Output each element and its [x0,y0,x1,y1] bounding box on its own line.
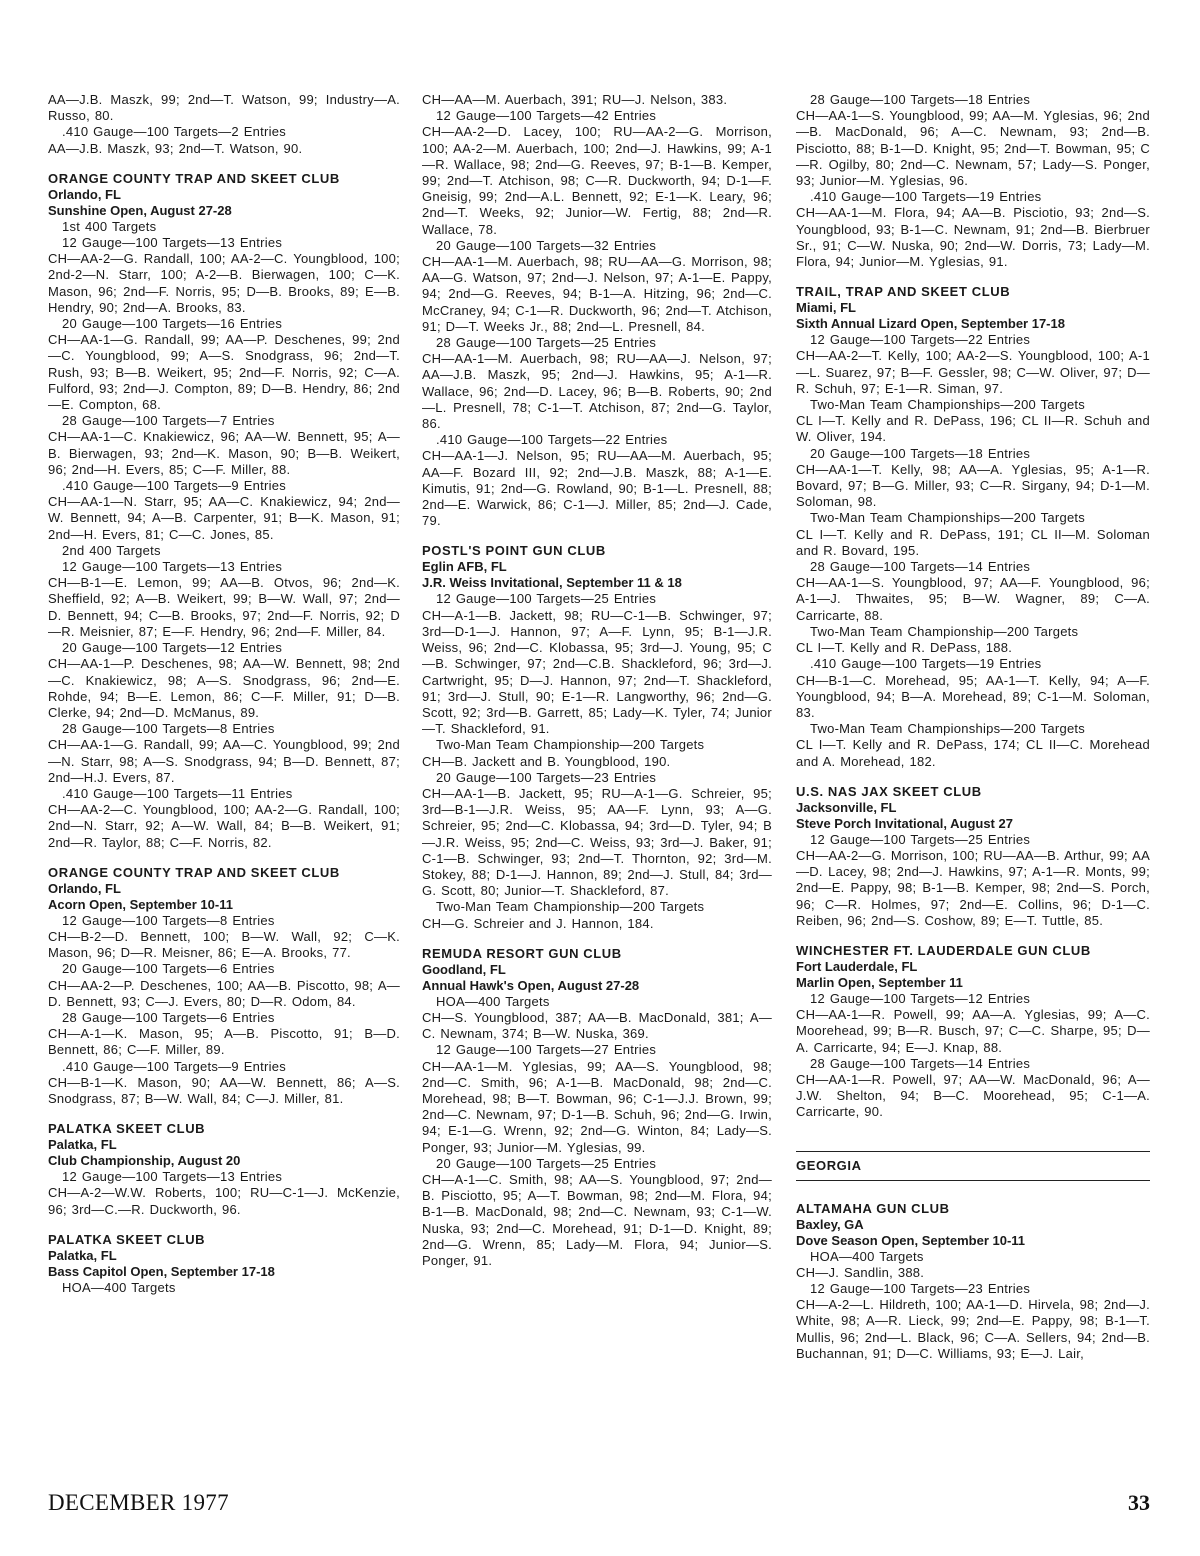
event-subheading: 20 Gauge—100 Targets—32 Entries [436,237,657,253]
club-name: REMUDA RESORT GUN CLUB [422,945,622,961]
event-subheading: Two-Man Team Championship—200 Targets [810,623,1079,639]
results-text: CH—AA-2—D. Lacey, 100; RU—AA-2—G. Morrison, 100; AA-2—M. Auerbach, 100; 2nd—J. Hawkins, 99; A-1—R. Wallace, 98; 2nd—G. Reeves, 97; B-1—B. Kemper, 99; 2nd—T. Atchison, 98; C—R. Duckworth, 94; D-1—F. Gneisig, 99; 2nd—A.L. Bennett, 92; E-1—K. Leary, 96; 2nd—T. Weeks, 92; Junior—W. Fertig, 88; 2nd—R. Wallace, 78. [422,124,772,237]
club-name: ALTAMAHA GUN CLUB [796,1200,950,1216]
event-subheading: 12 Gauge—100 Targets—22 Entries [810,332,1031,348]
results-text: CH—S. Youngblood, 387; AA—B. MacDonald, 381; A—C. Newnam, 374; B—W. Nuska, 369. [422,1009,772,1042]
club-report [48,865,400,1107]
results-text: CH—A-2—L. Hildreth, 100; AA-1—D. Hirvela, 98; 2nd—J. White, 98; A—R. Lieck, 99; 2nd—E. Pappy, 98; B-1—T. Mullis, 96; 2nd—L. Black, 96; C—A. Sellers, 94; 2nd—B. Buchannan, 91; D—C. Williams, 93; E—J. Lair, [796,1297,1150,1361]
results-text: CH—AA-1—G. Randall, 99; AA—C. Youngblood, 99; 2nd—N. Starr, 98; A—S. Snodgrass, 94; B—D. Bennett, 87; 2nd—H.J. Evers, 87. [48,737,400,785]
event-subheading: HOA—400 Targets [62,1279,176,1295]
club-name: PALATKA SKEET CLUB [48,1121,206,1137]
event-subheading: HOA—400 Targets [810,1248,924,1264]
event-title: Sunshine Open, August 27-28 [48,202,232,218]
event-subheading: .410 Gauge—100 Targets—9 Entries [62,1058,286,1074]
results-text: CH—AA-2—G. Morrison, 100; RU—AA—B. Arthur, 99; AA—D. Lacey, 98; 2nd—J. Hawkins, 97; A-1—R. Monts, 99; 2nd—E. Pappy, 98; B-1—B. Kemper, 98; 2nd—S. Porch, 96; C—R. Holmes, 97; 2nd—E. Collins, 96; D-1—C. Reiben, 96; 2nd—S. Coshow, 89; E—T. Tuttle, 85. [796,847,1150,928]
results-text: CH—AA-1—M. Yglesias, 99; AA—S. Youngblood, 98; 2nd—C. Smith, 96; A-1—B. MacDonald, 98; 2nd—C. Morehead, 98; B—T. Bowman, 96; C-1—J.J. Brown, 99; 2nd—C. Newnam, 97; D-1—B. Schuh, 96; 2nd—G. Irwin, 94; E-1—G. Wrenn, 92; 2nd—G. Winton, 84; Lady—S. Ponger, 93; Junior—M. Yglesias, 99. [422,1058,772,1155]
event-subheading: 12 Gauge—100 Targets—23 Entries [810,1280,1031,1296]
club-location: Orlando, FL [48,880,121,896]
divider [796,1180,1150,1181]
issue-date: DECEMBER 1977 [48,1490,229,1515]
event-subheading: Two-Man Team Championships—200 Targets [810,721,1086,737]
results-text: CH—AA-1—S. Youngblood, 99; AA—M. Yglesias, 96; 2nd—B. MacDonald, 96; A—C. Newnam, 93; 2nd—B. Pisciotto, 88; B-1—D. Knight, 95; 2nd—T. Bowman, 95; C—R. Ogilby, 80; 2nd—C. Newnam, 57; Lady—S. Ponger, 93; Junior—M. Yglesias, 96. [796,108,1150,189]
event-subheading: 28 Gauge—100 Targets—7 Entries [62,413,275,429]
state-heading: GEORGIA [796,1157,862,1173]
results-text: CH—AA-1—R. Powell, 99; AA—A. Yglesias, 99; A—C. Moorehead, 99; B—R. Busch, 97; C—C. Sharpe, 95; D—A. Carricarte, 94; E—J. Knap, 88. [796,1007,1150,1055]
results-text: CH—A-1—C. Smith, 98; AA—S. Youngblood, 97; 2nd—B. Pisciotto, 95; A—T. Bowman, 98; 2nd—M. Flora, 94; B-1—B. MacDonald, 98; 2nd—C. Newnam, 93; C-1—W. Nuska, 93; 2nd—C. Morehead, 91; D-1—D. Knight, 89; 2nd—G. Wrenn, 85; Lady—M. Flora, 94; Junior—S. Ponger, 91. [422,1171,772,1268]
column-3 [796,92,1150,1376]
results-text: CH—B-1—K. Mason, 90; AA—W. Bennett, 86; A—S. Snodgrass, 87; B—W. Wall, 84; C—J. Miller, 81. [48,1074,400,1106]
results-text: CH—AA-1—M. Flora, 94; AA—B. Pisciotio, 93; 2nd—S. Youngblood, 93; B-1—C. Newnam, 91; 2nd—B. Bierbruer Sr., 91; C—W. Nuska, 90; 2nd—W. Dorris, 73; Lady—M. Flora, 94; Junior—M. Yglesias, 91. [796,205,1150,270]
club-report [796,284,1150,769]
club-name: TRAIL, TRAP AND SKEET CLUB [796,284,1011,300]
results-text: CH—AA-1—S. Youngblood, 97; AA—F. Youngblood, 96; A-1—J. Thwaites, 95; B—W. Wagner, 89; C—A. Carricarte, 88. [796,575,1150,623]
club-location: Palatka, FL [48,1137,117,1153]
event-subheading: 20 Gauge—100 Targets—23 Entries [436,769,657,785]
results-text: CH—AA-1—P. Deschenes, 98; AA—W. Bennett, 98; 2nd—C. Knakiewicz, 98; A—S. Snodgrass, 96; 2nd—E. Rohde, 94; B—E. Lemon, 86; C—F. Miller, 91; D—B. Clerke, 94; 2nd—D. McManus, 89. [48,656,400,720]
report-continuation [48,92,400,157]
results-text: CH—AA-2—P. Deschenes, 100; AA—B. Piscotto, 98; A—D. Bennett, 93; C—J. Evers, 80; D—R. Odom, 84. [48,977,400,1009]
event-title: Annual Hawk's Open, August 27-28 [422,977,640,993]
event-subheading: 20 Gauge—100 Targets—25 Entries [436,1155,657,1171]
club-name: WINCHESTER FT. LAUDERDALE GUN CLUB [796,942,1091,958]
event-subheading: 28 Gauge—100 Targets—14 Entries [810,1055,1031,1071]
results-text: CH—AA-1—N. Starr, 95; AA—C. Knakiewicz, 94; 2nd—W. Bennett, 94; A—B. Carpenter, 91; B—K. Mason, 91; 2nd—H. Evers, 81; C—C. Jones, 85. [48,494,400,542]
report-continuation [796,92,1150,270]
club-location: Miami, FL [796,300,856,316]
club-location: Eglin AFB, FL [422,559,507,575]
event-subheading: 28 Gauge—100 Targets—25 Entries [436,335,657,351]
results-text: CH—AA-2—T. Kelly, 100; AA-2—S. Youngblood, 100; A-1—L. Suarez, 97; B—F. Gessler, 98; C—W. Oliver, 97; D—R. Schuh, 97; E-1—R. Siman, 97. [796,348,1150,396]
event-subheading: .410 Gauge—100 Targets—19 Entries [810,189,1042,205]
column-2 [422,92,772,1283]
event-subheading: .410 Gauge—100 Targets—19 Entries [810,656,1042,672]
club-location: Goodland, FL [422,961,506,977]
club-location: Fort Lauderdale, FL [796,958,918,974]
report-continuation [422,92,772,529]
event-title: Acorn Open, September 10-11 [48,896,233,912]
event-subheading: HOA—400 Targets [436,993,550,1009]
event-subheading: 12 Gauge—100 Targets—13 Entries [62,1169,283,1185]
club-report [48,1232,400,1296]
event-subheading: 12 Gauge—100 Targets—27 Entries [436,1042,657,1058]
event-title: Steve Porch Invitational, August 27 [796,815,1013,831]
club-report [796,1201,1150,1362]
results-text: CH—AA-1—G. Randall, 99; AA—P. Deschenes, 99; 2nd—C. Youngblood, 99; A—S. Snodgrass, 96; 2nd—T. Rush, 93; B—B. Weikert, 95; 2nd—F. Norris, 92; C—A. Fulford, 93; 2nd—J. Compton, 89; D—B. Hendry, 86; 2nd—E. Compton, 68. [48,332,400,413]
event-subheading: 12 Gauge—100 Targets—13 Entries [62,559,283,575]
club-name: ORANGE COUNTY TRAP AND SKEET CLUB [48,864,340,880]
results-text: CH—B. Jackett and B. Youngblood, 190. [422,753,671,769]
event-subheading: 12 Gauge—100 Targets—25 Entries [436,591,657,607]
club-report [48,1121,400,1218]
event-subheading: 28 Gauge—100 Targets—6 Entries [62,1009,275,1025]
event-subheading: Two-Man Team Championships—200 Targets [810,510,1086,526]
results-text: CH—A-2—W.W. Roberts, 100; RU—C-1—J. McKenzie, 96; 3rd—C.—R. Duckworth, 96. [48,1185,400,1217]
page-number: 33 [1128,1490,1150,1515]
event-subheading: 20 Gauge—100 Targets—6 Entries [62,961,275,977]
event-title: Marlin Open, September 11 [796,974,963,990]
results-text: CL I—T. Kelly and R. DePass, 174; CL II—C. Morehead and A. Morehead, 182. [796,737,1150,769]
club-report [796,943,1150,1121]
club-location: Baxley, GA [796,1216,864,1232]
event-subheading: 12 Gauge—100 Targets—42 Entries [436,108,657,124]
event-subheading: 20 Gauge—100 Targets—16 Entries [62,316,283,332]
results-text: AA—J.B. Maszk, 99; 2nd—T. Watson, 99; Industry—A. Russo, 80. [48,92,400,124]
club-name: PALATKA SKEET CLUB [48,1231,206,1247]
state-section-header [796,1151,1150,1181]
results-text: CH—B-1—E. Lemon, 99; AA—B. Otvos, 96; 2nd—K. Sheffield, 92; A—B. Weikert, 99; B—W. Wall, 97; 2nd—D. Bennett, 94; C—B. Brooks, 97; 2nd—F. Norris, 92; D—R. Meisnier, 87; E—F. Hendry, 96; 2nd—F. Miller, 84. [48,575,400,639]
event-subheading: 12 Gauge—100 Targets—25 Entries [810,831,1031,847]
club-report [796,784,1150,929]
event-subheading: 12 Gauge—100 Targets—8 Entries [62,912,275,928]
event-subheading: 28 Gauge—100 Targets—14 Entries [810,559,1031,575]
results-text: CH—AA-1—J. Nelson, 95; RU—AA—M. Auerbach, 95; AA—F. Bozard III, 92; 2nd—J.B. Maszk, 88; A-1—E. Kimutis, 91; 2nd—G. Rowland, 90; B-1—L. Presnell, 88; 2nd—E. Warwick, 86; C-1—J. Miller, 85; 2nd—J. Cade, 79. [422,448,772,529]
results-text: CL I—T. Kelly and R. DePass, 188. [796,640,1013,656]
event-subheading: 28 Gauge—100 Targets—18 Entries [810,92,1031,107]
event-title: Bass Capitol Open, September 17-18 [48,1263,275,1279]
event-title: Club Championship, August 20 [48,1153,241,1169]
event-title: Dove Season Open, September 10-11 [796,1232,1026,1248]
results-text: CH—AA-1—C. Knakiewicz, 96; AA—W. Bennett, 95; A—B. Bierwagen, 93; 2nd—K. Mason, 90; B—B. Weikert, 96; 2nd—H. Evers, 85; C—F. Miller, 88. [48,429,400,477]
club-report [422,946,772,1269]
event-subheading: .410 Gauge—100 Targets—2 Entries [62,124,286,140]
event-subheading: .410 Gauge—100 Targets—9 Entries [62,478,286,494]
event-subheading: 20 Gauge—100 Targets—12 Entries [62,640,283,656]
club-location: Jacksonville, FL [796,799,897,815]
column-1 [48,92,400,1310]
results-text: CH—AA-1—B. Jackett, 95; RU—A-1—G. Schreier, 95; 3rd—B-1—J.R. Weiss, 95; AA—F. Lynn, 93; A—G. Schreier, 95; 2nd—C. Klobassa, 94; 3rd—D. Tyler, 94; B—J.R. Weiss, 95; 2nd—C. Weiss, 93; 3rd—J. Baker, 91; C-1—B. Schwinger, 93; 2nd—T. Thornton, 92; 3rd—M. Stokey, 88; D-1—J. Hannon, 89; 2nd—J. Stull, 84; 3rd—G. Scott, 80; Junior—T. Shackleford, 87. [422,785,772,899]
results-text: CH—A-1—B. Jackett, 98; RU—C-1—B. Schwinger, 97; 3rd—D-1—J. Hannon, 97; A—F. Lynn, 95; B-1—J.R. Weiss, 96; 2nd—C. Klobassa, 95; 3rd—J. Young, 95; C—B. Schwinger, 97; 2nd—C.B. Shackleford, 96; 3rd—J. Cartwright, 95; D—J. Hannon, 97; 2nd—T. Shackleford, 91; 3rd—J. Stull, 90; E-1—R. Langworthy, 96; 2nd—G. Scott, 92; 3rd—B. Garrett, 85; Lady—K. Tyler, 74; Junior—T. Shackleford, 91. [422,607,772,737]
event-subheading: .410 Gauge—100 Targets—22 Entries [436,432,668,448]
event-subheading: 2nd 400 Targets [62,542,161,558]
results-text: CH—AA-2—G. Randall, 100; AA-2—C. Youngblood, 100; 2nd-2—N. Starr, 100; A-2—B. Bierwagen, 100; C—K. Mason, 96; 2nd—F. Norris, 95; D—B. Brooks, 89; E—B. Hendry, 90; 2nd—A. Brooks, 83. [48,251,400,315]
results-text: CL I—T. Kelly and R. DePass, 196; CL II—R. Schuh and W. Oliver, 194. [796,413,1150,445]
club-location: Orlando, FL [48,186,121,202]
results-text: CH—B-2—D. Bennett, 100; B—W. Wall, 92; C—K. Mason, 96; D—R. Meisner, 86; E—A. Brooks, 77. [48,928,400,961]
event-subheading: 12 Gauge—100 Targets—12 Entries [810,990,1031,1006]
results-text: CH—B-1—C. Morehead, 95; AA-1—T. Kelly, 94; A—F. Youngblood, 94; B—A. Morehead, 89; C-1—M. Soloman, 83. [796,672,1150,720]
club-name: U.S. NAS JAX SKEET CLUB [796,783,982,799]
event-subheading: .410 Gauge—100 Targets—11 Entries [62,785,293,801]
results-text: CH—AA-1—T. Kelly, 98; AA—A. Yglesias, 95; A-1—R. Bovard, 97; B—G. Miller, 93; C—R. Sirgany, 94; D-1—M. Soloman, 98. [796,461,1150,510]
club-name: ORANGE COUNTY TRAP AND SKEET CLUB [48,170,340,186]
results-text: CH—AA-1—R. Powell, 97; AA—W. MacDonald, 96; A—J.W. Shelton, 94; B—C. Moorehead, 95; C-1—A. Carricarte, 90. [796,1071,1150,1120]
results-text: CH—J. Sandlin, 388. [796,1264,925,1280]
event-subheading: 28 Gauge—100 Targets—8 Entries [62,721,275,737]
club-report [422,543,772,931]
event-subheading: Two-Man Team Championship—200 Targets [436,899,705,915]
results-text: CH—A-1—K. Mason, 95; A—B. Piscotto, 91; B—D. Bennett, 86; C—F. Miller, 89. [48,1026,400,1058]
event-subheading: Two-Man Team Championship—200 Targets [436,737,705,753]
event-subheading: 20 Gauge—100 Targets—18 Entries [810,445,1031,461]
club-location: Palatka, FL [48,1247,117,1263]
event-subheading: Two-Man Team Championships—200 Targets [810,397,1086,413]
club-report [48,171,400,851]
club-name: POSTL'S POINT GUN CLUB [422,543,606,559]
results-text: CH—AA-1—M. Auerbach, 98; RU—AA—J. Nelson, 97; AA—J.B. Maszk, 95; 2nd—J. Hawkins, 95; A-1—R. Wallace, 96; 2nd—D. Lacey, 96; B—B. Roberts, 90; 2nd—L. Presnell, 78; C-1—T. Atchison, 87; 2nd—G. Taylor, 86. [422,351,772,432]
event-subheading: 1st 400 Targets [62,218,157,234]
event-title: Sixth Annual Lizard Open, September 17-18 [796,316,1065,332]
results-text: CH—AA-2—C. Youngblood, 100; AA-2—G. Randall, 100; 2nd—N. Starr, 92; A—W. Wall, 84; B—B. Weikert, 91; 2nd—R. Taylor, 88; C—F. Norris, 82. [48,802,400,850]
results-text: AA—J.B. Maszk, 93; 2nd—T. Watson, 90. [48,140,303,156]
results-text: CL I—T. Kelly and R. DePass, 191; CL II—M. Soloman and R. Bovard, 195. [796,526,1150,558]
results-text: CH—AA-1—M. Auerbach, 98; RU—AA—G. Morrison, 98; AA—G. Watson, 97; 2nd—J. Nelson, 97; A-1—E. Pappy, 94; 2nd—G. Reeves, 94; B-1—A. Hitzing, 96; 2nd—C. McCraney, 94; C-1—R. Duckworth, 96; 2nd—T. Atchison, 91; D—T. Weeks Jr., 88; 2nd—L. Presnell, 84. [422,254,772,334]
event-subheading: 12 Gauge—100 Targets—13 Entries [62,235,283,251]
results-text: CH—G. Schreier and J. Hannon, 184. [422,915,654,931]
event-title: J.R. Weiss Invitational, September 11 & 18 [422,575,682,591]
results-text: CH—AA—M. Auerbach, 391; RU—J. Nelson, 383. [422,92,728,107]
